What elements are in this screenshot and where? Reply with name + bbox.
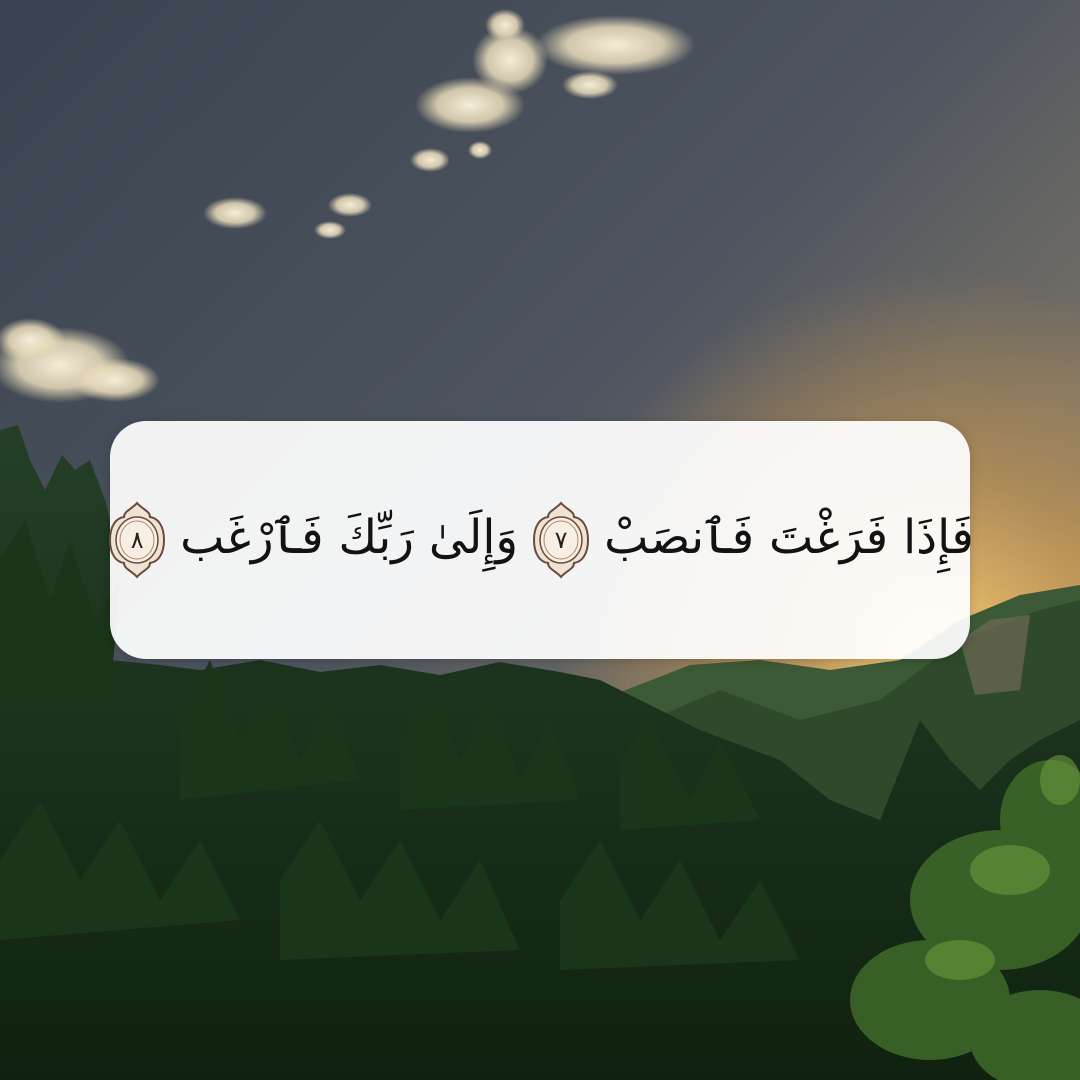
ayah-marker-7 <box>530 500 592 580</box>
verse-phrase-1: فَإِذَا فَرَغْتَ فَٱنصَبْ <box>604 509 974 565</box>
verse-line <box>130 421 974 659</box>
ayah-number: ٧ <box>554 526 568 554</box>
verse-phrase-2: وَإِلَىٰ رَبِّكَ فَٱرْغَب <box>180 509 519 565</box>
ayah-marker-8 <box>106 500 168 580</box>
verse-card <box>110 421 974 659</box>
ayah-number: ٨ <box>130 526 144 554</box>
